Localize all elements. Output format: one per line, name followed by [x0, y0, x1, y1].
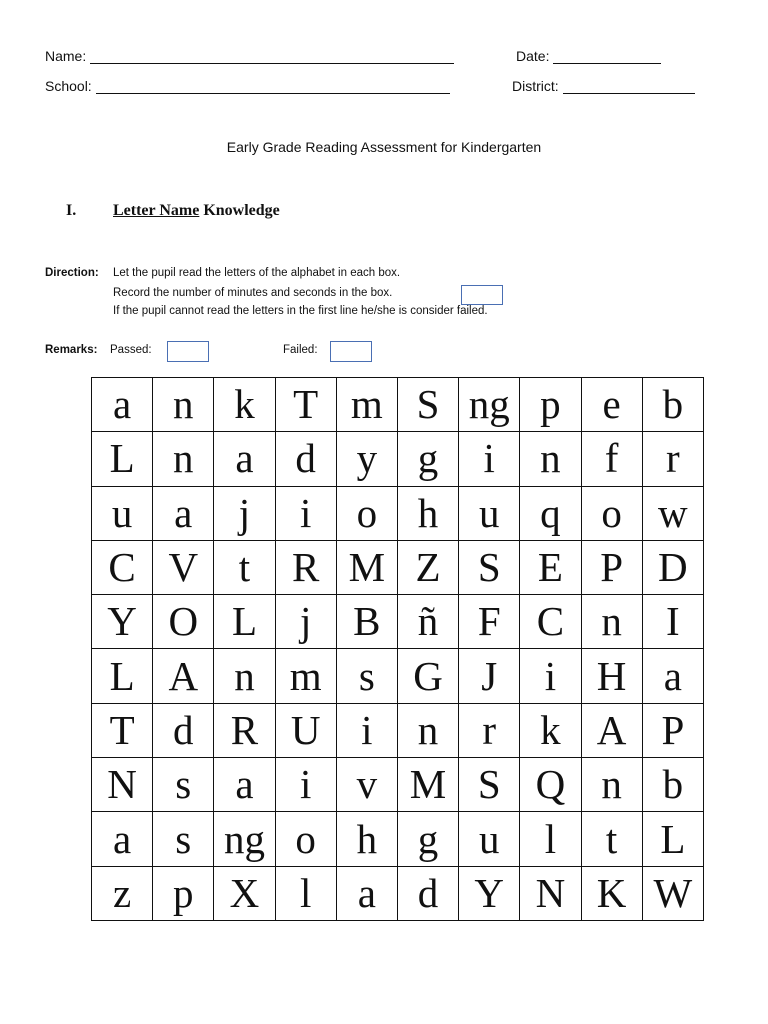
letter-cell: O — [153, 595, 214, 649]
letter-cell: I — [642, 595, 703, 649]
letter-cell: Q — [520, 758, 581, 812]
letter-cell: d — [153, 703, 214, 757]
direction-line-2: Record the number of minutes and seconds in the box. — [113, 287, 393, 299]
letter-grid-row — [92, 432, 704, 486]
letter-cell: a — [336, 866, 397, 920]
letter-cell: a — [153, 486, 214, 540]
letter-cell: n — [581, 758, 642, 812]
letter-cell: F — [459, 595, 520, 649]
letter-cell: p — [153, 866, 214, 920]
letter-cell: l — [275, 866, 336, 920]
letter-cell: a — [214, 758, 275, 812]
letter-grid-row — [92, 540, 704, 594]
letter-cell: t — [581, 812, 642, 866]
letter-cell: n — [520, 432, 581, 486]
letter-cell: E — [520, 540, 581, 594]
letter-cell: Y — [92, 595, 153, 649]
letter-cell: h — [336, 812, 397, 866]
letter-grid-row — [92, 595, 704, 649]
date-label: Date: — [516, 48, 550, 64]
section-title-rest: Knowledge — [199, 202, 280, 219]
letter-cell: a — [92, 812, 153, 866]
letter-cell: k — [214, 378, 275, 432]
letter-cell: M — [397, 758, 458, 812]
passed-label: Passed: — [110, 344, 152, 356]
letter-cell: a — [92, 378, 153, 432]
section-heading — [66, 202, 280, 220]
letter-cell: d — [275, 432, 336, 486]
letter-cell: H — [581, 649, 642, 703]
letter-cell: s — [336, 649, 397, 703]
letter-grid — [91, 377, 704, 921]
name-label: Name: — [45, 48, 87, 64]
letter-cell: r — [459, 703, 520, 757]
letter-grid-row — [92, 758, 704, 812]
letter-cell: L — [642, 812, 703, 866]
name-line[interactable] — [90, 49, 454, 64]
letter-cell: s — [153, 758, 214, 812]
letter-cell: L — [92, 432, 153, 486]
letter-cell: j — [275, 595, 336, 649]
letter-cell: h — [397, 486, 458, 540]
letter-cell: j — [214, 486, 275, 540]
letter-grid-row — [92, 812, 704, 866]
letter-cell: u — [459, 812, 520, 866]
letter-cell: s — [153, 812, 214, 866]
letter-cell: a — [214, 432, 275, 486]
letter-cell: v — [336, 758, 397, 812]
letter-cell: T — [92, 703, 153, 757]
letter-cell: m — [275, 649, 336, 703]
letter-cell: n — [214, 649, 275, 703]
letter-cell: ñ — [397, 595, 458, 649]
passed-box[interactable] — [167, 341, 209, 362]
letter-cell: i — [520, 649, 581, 703]
letter-cell: f — [581, 432, 642, 486]
letter-cell: V — [153, 540, 214, 594]
letter-cell: l — [520, 812, 581, 866]
letter-cell: u — [92, 486, 153, 540]
date-line[interactable] — [553, 49, 661, 64]
time-box[interactable] — [461, 285, 503, 305]
letter-cell: S — [459, 758, 520, 812]
letter-cell: b — [642, 378, 703, 432]
letter-cell: Y — [459, 866, 520, 920]
letter-cell: R — [214, 703, 275, 757]
letter-cell: o — [581, 486, 642, 540]
letter-cell: m — [336, 378, 397, 432]
school-field[interactable] — [45, 78, 450, 94]
direction-label: Direction: — [45, 267, 99, 279]
district-field[interactable] — [512, 78, 695, 94]
letter-cell: ng — [459, 378, 520, 432]
letter-cell: R — [275, 540, 336, 594]
letter-cell: T — [275, 378, 336, 432]
letter-cell: i — [275, 486, 336, 540]
letter-cell: D — [642, 540, 703, 594]
date-field[interactable] — [516, 48, 661, 64]
letter-grid-row — [92, 378, 704, 432]
letter-cell: o — [336, 486, 397, 540]
letter-cell: n — [153, 378, 214, 432]
letter-cell: G — [397, 649, 458, 703]
letter-grid-row — [92, 649, 704, 703]
letter-cell: r — [642, 432, 703, 486]
section-number: I. — [66, 202, 77, 219]
letter-cell: U — [275, 703, 336, 757]
letter-cell: z — [92, 866, 153, 920]
letter-cell: p — [520, 378, 581, 432]
letter-cell: S — [397, 378, 458, 432]
letter-cell: n — [581, 595, 642, 649]
school-label: School: — [45, 78, 92, 94]
letter-cell: N — [92, 758, 153, 812]
letter-cell: k — [520, 703, 581, 757]
letter-cell: B — [336, 595, 397, 649]
school-line[interactable] — [96, 79, 450, 94]
letter-cell: P — [642, 703, 703, 757]
letter-grid-row — [92, 866, 704, 920]
letter-cell: w — [642, 486, 703, 540]
letter-cell: a — [642, 649, 703, 703]
document-title: Early Grade Reading Assessment for Kindergarten — [226, 139, 542, 155]
district-label: District: — [512, 78, 559, 94]
letter-cell: X — [214, 866, 275, 920]
letter-cell: e — [581, 378, 642, 432]
failed-label: Failed: — [283, 344, 318, 356]
letter-cell: i — [459, 432, 520, 486]
letter-cell: b — [642, 758, 703, 812]
letter-cell: d — [397, 866, 458, 920]
district-line[interactable] — [563, 79, 695, 94]
failed-box[interactable] — [330, 341, 372, 362]
name-field[interactable] — [45, 48, 454, 64]
letter-cell: g — [397, 432, 458, 486]
letter-cell: u — [459, 486, 520, 540]
letter-grid-row — [92, 486, 704, 540]
letter-cell: J — [459, 649, 520, 703]
letter-cell: C — [92, 540, 153, 594]
letter-cell: W — [642, 866, 703, 920]
letter-cell: i — [336, 703, 397, 757]
letter-cell: M — [336, 540, 397, 594]
letter-cell: y — [336, 432, 397, 486]
letter-cell: ng — [214, 812, 275, 866]
section-title-underlined: Letter Name — [113, 202, 200, 219]
letter-grid-row — [92, 703, 704, 757]
letter-cell: n — [153, 432, 214, 486]
letter-cell: N — [520, 866, 581, 920]
letter-cell: P — [581, 540, 642, 594]
letter-cell: o — [275, 812, 336, 866]
letter-cell: Z — [397, 540, 458, 594]
letter-cell: q — [520, 486, 581, 540]
letter-cell: L — [92, 649, 153, 703]
letter-cell: i — [275, 758, 336, 812]
remarks-label: Remarks: — [45, 344, 98, 356]
direction-line-1: Let the pupil read the letters of the alphabet in each box. — [113, 267, 401, 279]
letter-cell: t — [214, 540, 275, 594]
letter-cell: S — [459, 540, 520, 594]
letter-cell: A — [581, 703, 642, 757]
direction-line-3: If the pupil cannot read the letters in the first line he/she is consider failed. — [113, 305, 488, 317]
letter-cell: C — [520, 595, 581, 649]
letter-cell: A — [153, 649, 214, 703]
letter-cell: n — [397, 703, 458, 757]
letter-cell: g — [397, 812, 458, 866]
letter-cell: L — [214, 595, 275, 649]
letter-cell: K — [581, 866, 642, 920]
